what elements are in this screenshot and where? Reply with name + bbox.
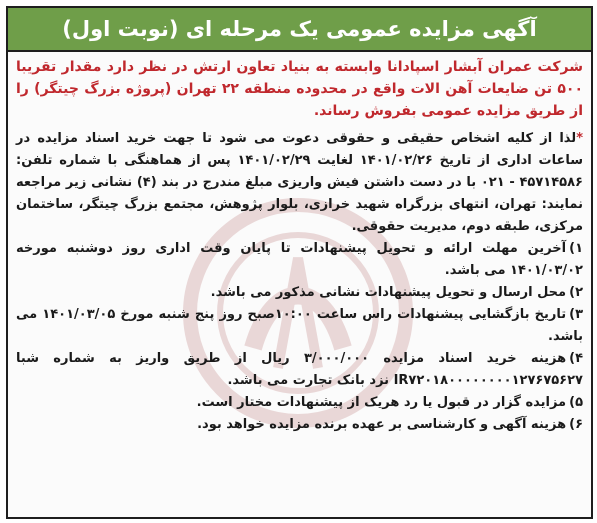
item-text: مزایده گزار در قبول یا رد هریک از پیشنهادات مختار است. (196, 395, 567, 410)
list-item (16, 348, 583, 392)
item-number: ۳) (569, 307, 584, 322)
notice-frame (6, 6, 593, 519)
notice-intro: شرکت عمران آبشار اسپادانا وابسته به بنیاد تعاون ارتش در نظر دارد مقدار تقریبا ۵۰۰ تن ضایعات آهن الات واقع در محدوده منطقه ۲۲ تهران (پروژه بزرگ چیتگر) را از طریق مزایده عمومی بفروش رساند. (16, 59, 583, 119)
item-text: هزینه آگهی و کارشناسی بر عهده برنده مزایده خواهد بود. (197, 417, 567, 432)
list-item (16, 282, 583, 304)
item-number: ۴) (569, 351, 583, 366)
item-text: هزینه خرید اسناد مزایده ۳/۰۰۰/۰۰۰ ریال از طریق واریز به شماره شبا IR۷۲۰۱۸۰۰۰۰۰۰۰۰۱۲۷۶۷۵۶۲۷ نزد بانک تجارت می باشد. (16, 351, 583, 388)
list-item (16, 392, 583, 414)
item-number: ۱) (569, 241, 583, 256)
list-item (16, 304, 583, 348)
item-text: تاریخ بازگشایی پیشنهادات راس ساعت ۱۰:۰۰صبح روز پنج شنبه مورخ ۱۴۰۱/۰۳/۰۵ می باشد. (16, 307, 583, 344)
body-paragraph-text: لذا از کلیه اشخاص حقیقی و حقوقی دعوت می شود تا جهت خرید اسناد مزایده در ساعات اداری از تاریخ ۱۴۰۱/۰۲/۲۶ لغایت ۱۴۰۱/۰۲/۲۹ پس از هماهنگی با شماره تلفن: ۴۵۷۱۴۵۸۶ - ۰۲۱ با در دست داشتن فیش واریزی مبلغ مندرج در بند (۴) نشانی زیر مراجعه نمایند: تهران، انتهای بزرگراه شهید خرازی، بلوار پژوهش، مجتمع بزرگ چیتگر، ساختمان مرکزی، طبقه دوم، مدیریت حقوقی. (16, 131, 583, 234)
body-paragraph (16, 128, 583, 238)
notice-body (16, 128, 583, 436)
list-item (16, 414, 583, 436)
notice-title: آگهی مزایده عمومی یک مرحله ای (نوبت اول) (8, 8, 591, 52)
list-item (16, 238, 583, 282)
item-number: ۶) (569, 417, 583, 432)
item-text: محل ارسال و تحویل پیشنهادات نشانی مذکور می باشد. (210, 285, 567, 300)
item-number: ۲) (569, 285, 583, 300)
item-text: آخرین مهلت ارائه و تحویل پیشنهادات تا پایان وقت اداری روز دوشنبه مورخه ۱۴۰۱/۰۳/۰۲ می باشد. (16, 241, 583, 278)
item-number: ۵) (569, 395, 583, 410)
star-marker: * (576, 131, 583, 146)
